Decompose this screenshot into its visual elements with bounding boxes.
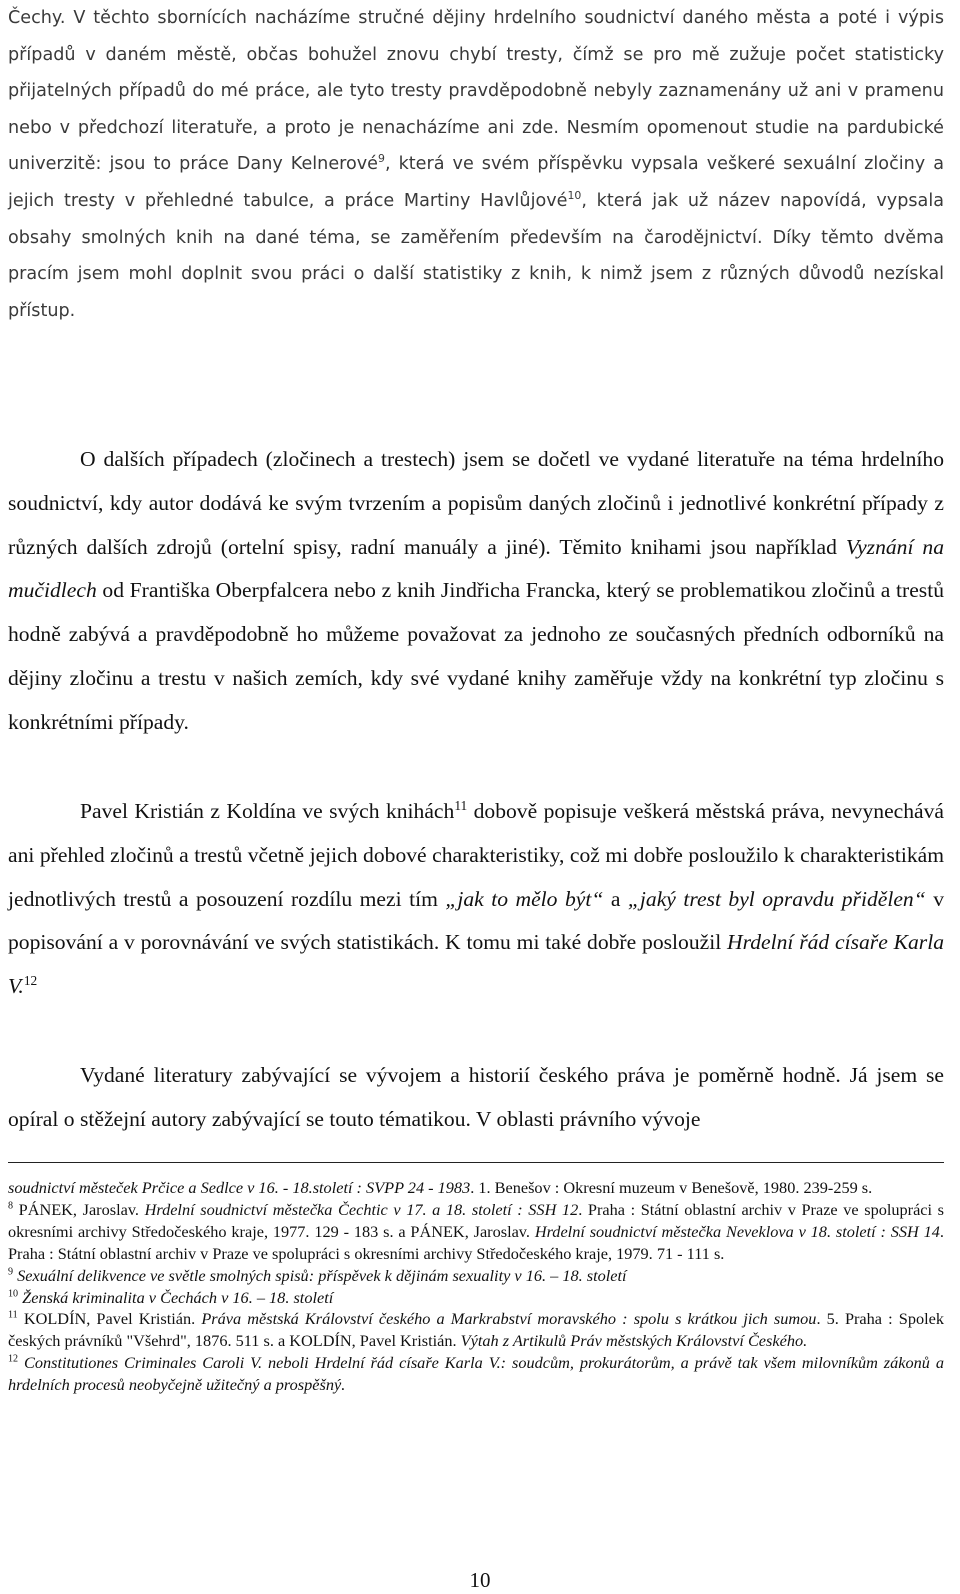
paragraph-other-cases	[8, 438, 944, 745]
text-run: . Praha : Státní oblastní archiv v Praze ve spolupráci s okresními archivy Středočeského kraje, 1979. 71 - 111 s.	[8, 1221, 944, 1263]
text-run: od Františka Oberpfalcera nebo z knih Jindřicha Francka, který se problematikou zločinů a trestů hodně zabývá a pravděpodobně ho můžeme považovat za jednoho ze současných předních odborníků na dějiny zločinu a trestu v našich zemích, kdy své vydané knihy zaměřuje vždy na konkrétní typ zločinu s konkrétními případy.	[8, 578, 944, 734]
book-title: Výtah z Artikulů Práv městských Království Českého.	[460, 1331, 808, 1351]
book-title: Práva městská Království českého a Markrabství moravského : spolu s krátkou jich sumou	[201, 1309, 817, 1329]
book-title: Vyznání na mučidlech	[8, 534, 945, 603]
book-title: Ženská kriminalita v Čechách v 16. – 18. století	[18, 1287, 334, 1307]
footnote-10	[8, 1287, 944, 1309]
footnote-8	[8, 1199, 944, 1265]
paragraph-koldin	[8, 790, 944, 1009]
text-run: , která ve svém příspěvku vypsala veškeré sexuální zločiny a jejich tresty v přehledné tabulce, a práce Martiny Havlůjové	[8, 154, 944, 211]
footnote-number: 10	[8, 1288, 19, 1300]
text-run: . 1. Benešov : Okresní muzeum v Benešově, 1980. 239-259 s.	[470, 1178, 873, 1197]
footnote-ref-11[interactable]: 11	[454, 797, 468, 813]
footnote-ref-10[interactable]: 10	[567, 189, 582, 203]
text-run: KOLDÍN, Pavel Kristián.	[17, 1309, 202, 1329]
text-run: Vydané literatury zabývající se vývojem a historií českého práva je poměrně hodně. Já jsem se opíral o stěžejní autory zabývající se touto tématikou. V oblasti právního vývoje	[8, 1063, 944, 1131]
footnote-continued	[8, 1177, 944, 1199]
book-title: Hrdelní soudnictví městečka Čechtic v 17. a 18. století : SSH 12	[144, 1199, 579, 1219]
footnote-number: 8	[8, 1200, 14, 1212]
text-run: a	[603, 886, 628, 911]
book-title: soudnictví městeček Prčice a Sedlce v 16. - 18.století : SVPP 24 - 1983	[8, 1178, 471, 1197]
page-number: 10	[469, 1568, 491, 1592]
quote-italic: „jak to mělo být“	[445, 886, 604, 911]
footnote-11	[8, 1308, 944, 1352]
quote-italic: „jaký trest byl opravdu přidělen“	[627, 886, 926, 911]
text-run: , která jak už název napovídá, vypsala obsahy smolných knih na dané téma, se zaměřením především na čarodějnictví. Díky těmto dvěma pracím jsem mohl doplnit svou práci o další statistiky z knih, k nimž jsem z různých důvodů nezískal přístup.	[8, 190, 944, 321]
text-run: dobově popisuje veškerá městská práva, nevynechává ani přehled zločinů a trestů včetně jejich dobové charakteristiky, což mi dobře posloužilo k charakteristikám jednotlivých trestů a posouzení rozdílu mezi tím	[8, 799, 945, 911]
text-run: O dalších případech (zločinech a trestech) jsem se dočetl ve vydané literatuře na téma hrdelního soudnictví, kdy autor dodává ke svým tvrzením a popisům daných zločinů i jednotlivé konkrétní případy z různých dalších zdrojů (ortelní spisy, radní manuály a jiné). Těmito knihami jsou například	[8, 447, 944, 559]
footnote-ref-9[interactable]: 9	[378, 152, 385, 166]
book-title: Constitutiones Criminales Caroli V. neboli Hrdelní řád císaře Karla V.	[18, 1353, 501, 1373]
footnote-number: 9	[8, 1266, 14, 1278]
footnote-12	[8, 1352, 944, 1396]
footnote-number: 12	[8, 1353, 19, 1365]
text-run: Čechy. V těchto sbornících nacházíme stručné dějiny hrdelního soudnictví daného města a poté i výpis případů v daném městě, občas bohužel znovu chybí tresty, čímž se pro mě zužuje počet statisticky přijatelných případů do mé práce, ale tyto tresty pravděpodobně nebyly zaznamenány už ani v pramenu nebo v předchozí literatuře, a proto je nenacházíme ani zde. Nesmím opomenout studie na pardubické univerzitě: jsou to práce Dany Kelnerové	[8, 8, 944, 175]
footnotes	[8, 1177, 944, 1396]
book-title: Hrdelní soudnictví městečka Neveklova v 18. století : SSH 14	[534, 1221, 940, 1241]
paragraph-legal-literature	[8, 1054, 944, 1142]
text-run: : soudcům, prokurátorům, a právě tak všem milovníkům zákonů a hrdelních procesů neobyčejně užitečný a prospěšný.	[8, 1353, 944, 1395]
footnote-number: 11	[8, 1310, 18, 1322]
book-title: Sexuální delikvence ve světle smolných spisů: příspěvek k dějinám sexuality v 16. – 18. století	[13, 1265, 627, 1285]
text-run: PÁNEK, Jaroslav.	[13, 1199, 145, 1219]
text-run: . 5. Praha : Spolek českých právníků "Všehrd", 1876. 511 s. a KOLDÍN, Pavel Kristián.	[8, 1309, 944, 1351]
text-run: v popisování a v porovnávání ve svých statistikách. K tomu mi také dobře posloužil	[8, 886, 944, 955]
paragraph-sources-intro	[8, 0, 944, 329]
footnote-ref-12[interactable]: 12	[23, 973, 38, 988]
footnote-9	[8, 1265, 944, 1287]
text-run: Pavel Kristián z Koldína ve svých knihách	[80, 799, 455, 823]
text-run: . Praha : Státní oblastní archiv v Praze ve spolupráci s okresními archivy Středočeského kraje, 1977. 129 - 183 s. a PÁNEK, Jaroslav.	[8, 1199, 944, 1241]
book-title: Hrdelní řád císaře Karla V.	[8, 930, 944, 999]
footnote-separator	[8, 1162, 944, 1163]
